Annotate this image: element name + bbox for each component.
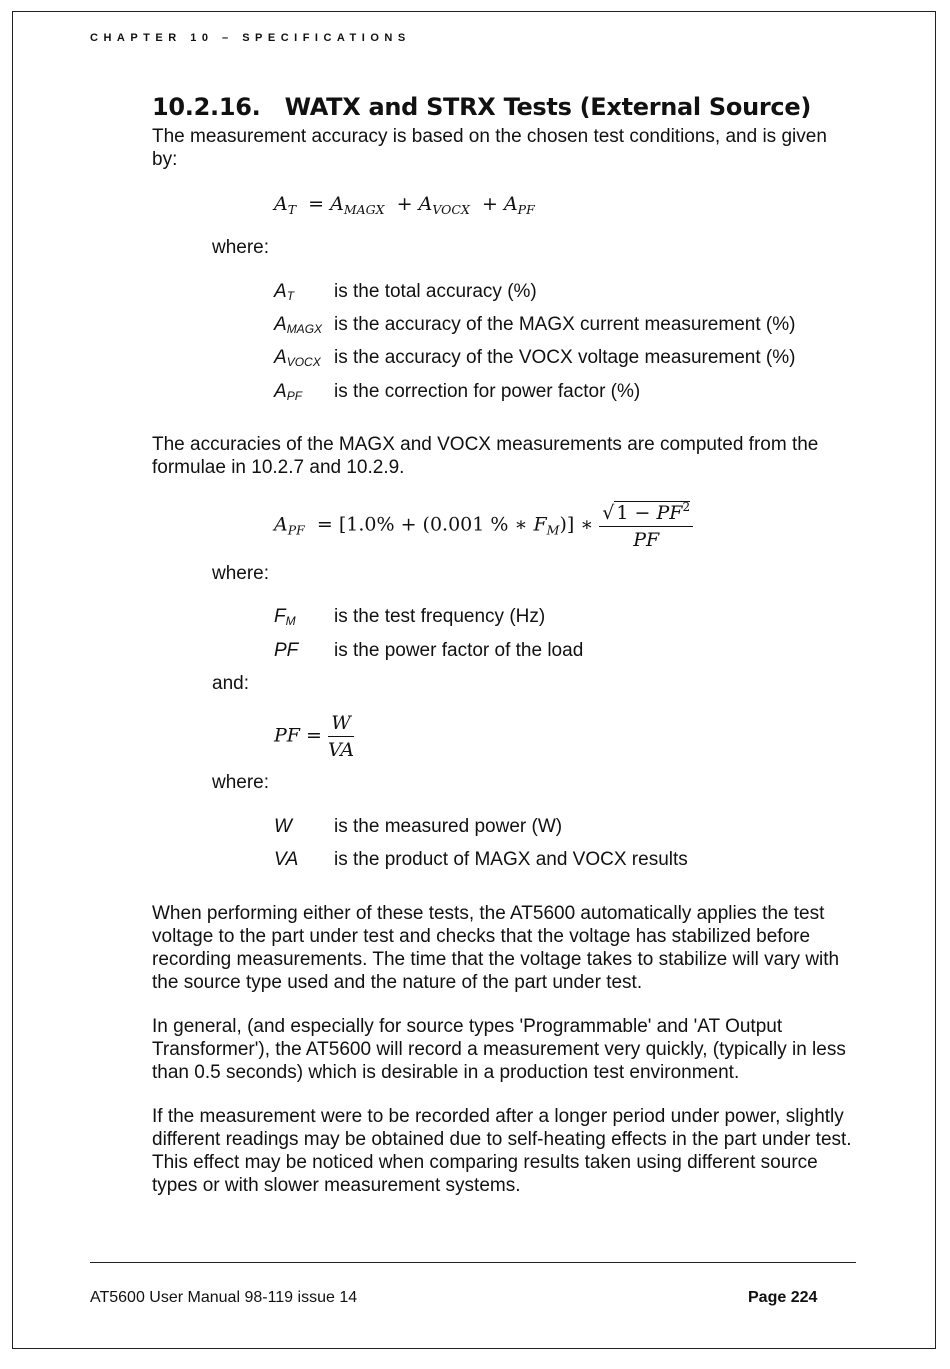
equation-power-factor-correction: $A_{PF} = [1.0\% + (0.001$ % ∗ $F_M$)] ∗ $\frac{√ 1 - PF^2}{PF}$ (274, 500, 693, 551)
def-symbol-amagx: AMAGX (274, 314, 323, 336)
def-text-pf: is the power factor of the load (334, 640, 584, 661)
equation-total-accuracy: $A_T = A_{MAGX} + A_{VOCX} + A_{PF}$ (274, 193, 535, 217)
def-symbol-at: AT (274, 281, 295, 303)
section-title: 10.2.16. WATX and STRX Tests (External Source) (152, 93, 811, 121)
def-text-fm: is the test frequency (Hz) (334, 606, 546, 627)
intro-paragraph: The measurement accuracy is based on the chosen test conditions, and is given by: (152, 126, 827, 170)
footer-page-number: Page 224 (748, 1289, 818, 1306)
def-symbol-avocx: AVOCX (274, 347, 321, 369)
def-text-w: is the measured power (W) (334, 816, 563, 837)
def-text-va: is the product of MAGX and VOCX results (334, 849, 688, 870)
general-paragraph: In general, (and especially for source types 'Programmable' and 'AT Output Transformer'), the AT5600 will record a measurement very quickly, (typically in less than 0.5 seconds) which is desirable in a production test environment. (152, 1016, 846, 1083)
longer-period-paragraph: If the measurement were to be recorded after a longer period under power, slightly different readings may be obtained due to self-heating effects in the part under test. This effect may be noticed when comparing results taken using different source types or with slower measurement systems. (152, 1106, 852, 1196)
def-symbol-fm: FM (274, 606, 296, 628)
def-text-avocx: is the accuracy of the VOCX voltage measurement (%) (334, 347, 796, 368)
accuracies-paragraph: The accuracies of the MAGX and VOCX measurements are computed from the formulae in 10.2.7 and 10.2.9. (152, 434, 819, 478)
def-symbol-pf: PF (274, 640, 299, 661)
footer-manual-title: AT5600 User Manual 98-119 issue 14 (90, 1289, 358, 1306)
equation-power-factor: PF = $\frac{W}{VA}$ (274, 712, 355, 761)
chapter-header: CHAPTER 10 – SPECIFICATIONS (90, 32, 411, 44)
performing-paragraph: When performing either of these tests, the AT5600 automatically applies the test voltage to the part under test and checks that the voltage has stabilized before recording measurements. The time that the voltage takes to stabilize will vary with the source type used and the nature of the part under test. (152, 903, 840, 993)
and-label: and: (212, 673, 249, 694)
def-symbol-w: W (274, 816, 292, 837)
def-symbol-apf: APF (274, 381, 303, 403)
def-text-apf: is the correction for power factor (%) (334, 381, 641, 402)
def-text-amagx: is the accuracy of the MAGX current measurement (%) (334, 314, 796, 335)
where-label-3: where: (212, 772, 270, 793)
footer-divider (90, 1262, 856, 1263)
where-label-2: where: (212, 563, 270, 584)
def-symbol-va: VA (274, 849, 299, 870)
where-label-1: where: (212, 237, 270, 258)
def-text-at: is the total accuracy (%) (334, 281, 537, 302)
